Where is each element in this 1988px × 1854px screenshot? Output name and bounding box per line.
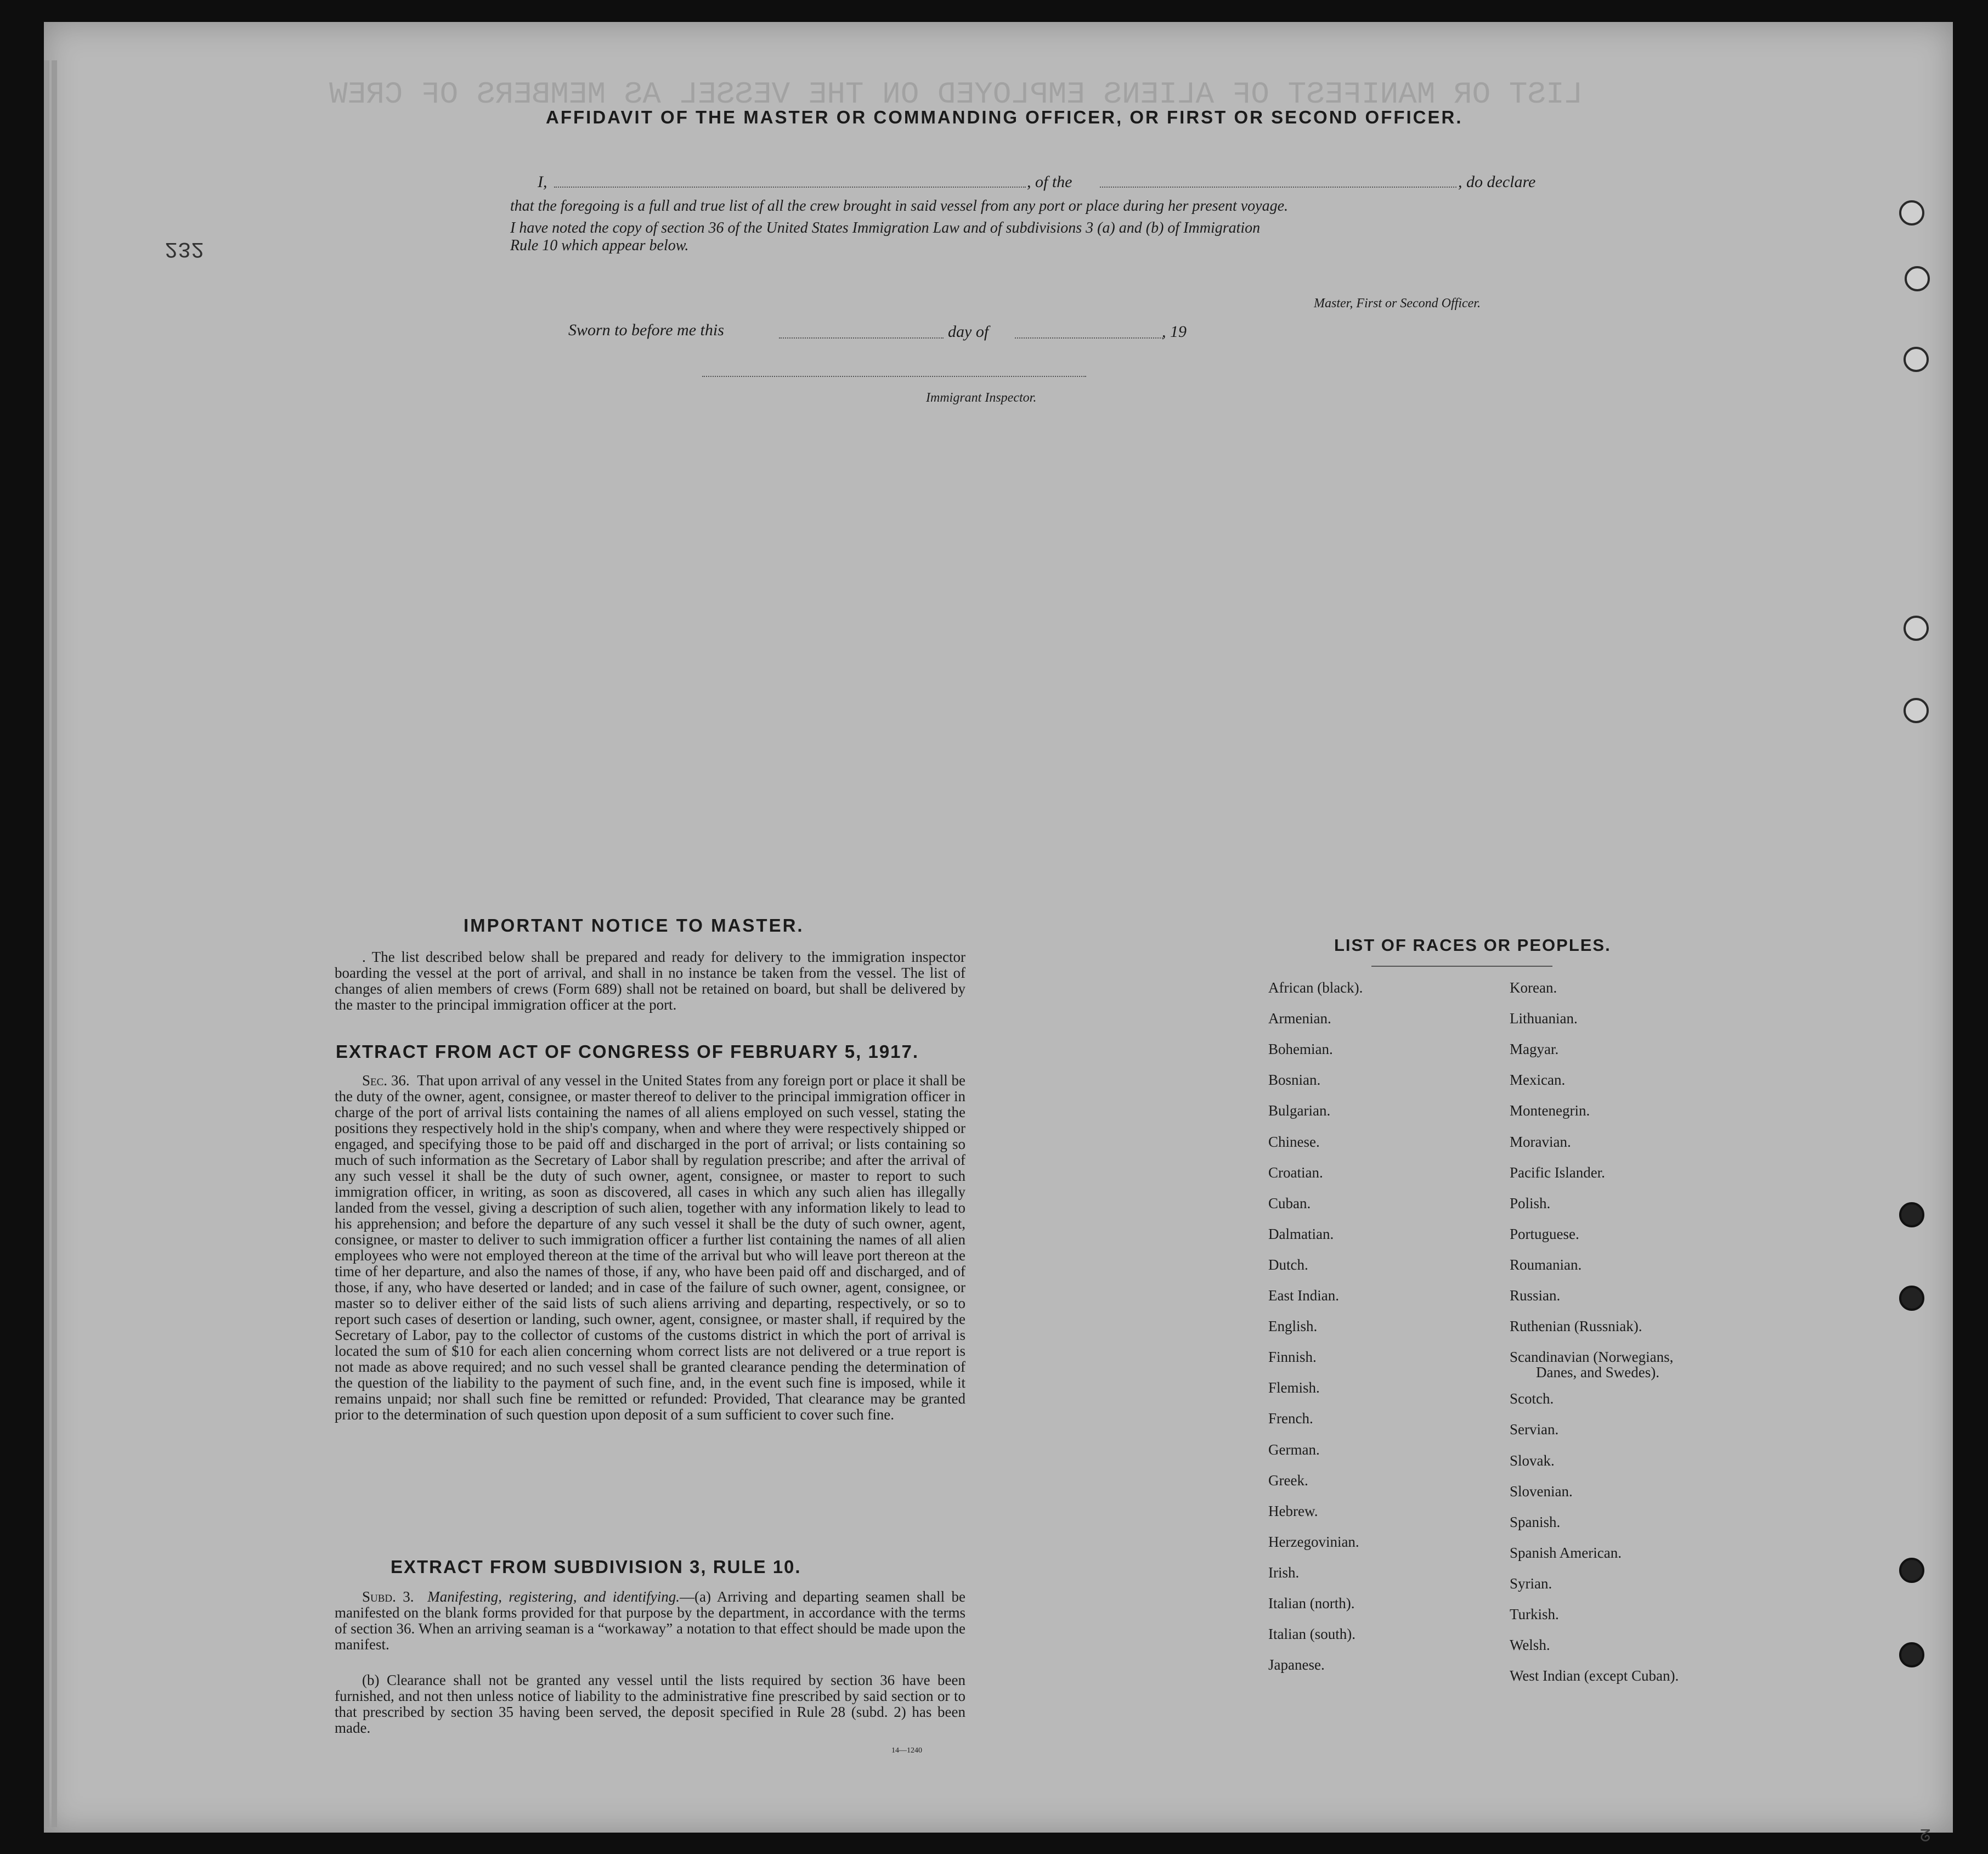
race-item: Roumanian.: [1510, 1256, 1582, 1273]
punch-hole: [1899, 1558, 1924, 1583]
master-signature-label: Master, First or Second Officer.: [1314, 296, 1481, 311]
race-item: Hebrew.: [1268, 1502, 1318, 1519]
race-item: Cuban.: [1268, 1194, 1311, 1211]
race-item: Polish.: [1510, 1194, 1551, 1211]
race-item: Lithuanian.: [1510, 1010, 1578, 1027]
race-item: Slovak.: [1510, 1452, 1555, 1469]
punch-hole: [1905, 266, 1930, 291]
subd-a-text: —(a) Arriving and departing seamen shall be manifested on the blank forms provided for that purpose by the department, in accordance with the terms of section 36. When an arriving seaman is a “workaway” a notation to that effect should be made upon the manifest.: [335, 1588, 965, 1653]
inspector-signature-field: [702, 376, 1086, 377]
races-title: LIST OF RACES OR PEOPLES.: [1334, 936, 1611, 955]
race-item: Dutch.: [1268, 1256, 1308, 1273]
margin-mark: ᘔ: [1920, 1827, 1931, 1845]
race-item: East Indian.: [1268, 1287, 1339, 1304]
race-item: French.: [1268, 1410, 1313, 1427]
notice-body: . The list described below shall be prepared and ready for delivery to the immigration inspector boarding the vessel at the port of arrival, and shall in no instance be taken from the vessel. The list of changes of alien members of crews (Form 689) shall not be retained on board, but shall be delivered by the master to the principal immigration officer at the port.: [335, 949, 965, 1013]
punch-hole: [1899, 1642, 1924, 1667]
race-item: German.: [1268, 1441, 1320, 1458]
race-item: Finnish.: [1268, 1349, 1317, 1366]
race-item: Welsh.: [1510, 1637, 1550, 1654]
act-extract-body: [335, 1073, 965, 1423]
race-item: Montenegrin.: [1510, 1102, 1590, 1119]
race-item: Chinese.: [1268, 1133, 1320, 1150]
notice-title: IMPORTANT NOTICE TO MASTER.: [464, 915, 804, 936]
race-item: Servian.: [1510, 1421, 1559, 1438]
race-item: Pacific Islander.: [1510, 1164, 1605, 1181]
affidavit-line-1: that the foregoing is a full and true list of all the crew brought in said vessel from any port or place during her present voyage.: [510, 198, 1289, 215]
sec-36-text: That upon arrival of any vessel in the United States from any foreign port or place it shall be the duty of the owner, agent, consignee, or master thereof to deliver to the principal immigration officer in charge of the port of arrival lists containing the names of all aliens employed on such vessel, stating the positions they respectively hold in the ship's company, when and where they were respectively shipped or engaged, and specifying those to be paid off and discharged in the port of arrival; or lists containing so much of such information as the Secretary of Labor shall by regulation prescribe; and after the arrival of any such vessel it shall be the duty of such owner, agent, consignee, or master to report to such immigration officer, in writing, as soon as discovered, all cases in which any such alien has illegally landed from the vessel, giving a description of such alien, together with any information likely to lead to his apprehension; and before the departure of any such vessel it shall be the duty of such owner, agent, consignee, or master to deliver to such immigration officer a further list containing the names of all alien employees who were not employed thereon at the time of the arrival but who will leave port thereon at the time of her departure, and also the names of those, if any, who have been paid off and discharged, and of those, if any, who have deserted or landed; and in case of the failure of such owner, agent, consignee, or master so to deliver either of the said lists of such aliens arriving and departing, respectively, or so to report such cases of desertion or landing, such owner, agent, consignee, or master shall, if required by the Secretary of Labor, pay to the collector of customs of the customs district in which the port of arrival is located the sum of $10 for each alien concerning whom correct lists are not delivered or a true report is not made as above required; and no such vessel shall be granted clearance pending the determination of the question of the liability to the payment of such fine, and, in the event such fine is imposed, while it remains unpaid; nor shall such fine be remitted or refunded: Provided, That clearance may be granted prior to the determination of such question upon deposit of a sum sufficient to cover such fine.: [335, 1072, 966, 1423]
race-item: Portuguese.: [1510, 1225, 1579, 1242]
punch-hole: [1899, 1286, 1924, 1311]
stamp-number: 232: [165, 236, 205, 261]
subd-label: Subd. 3.: [362, 1588, 414, 1605]
punch-hole: [1904, 347, 1929, 372]
race-item: Armenian.: [1268, 1010, 1331, 1027]
race-item: West Indian (except Cuban).: [1510, 1667, 1679, 1684]
sworn-month-field: [1015, 337, 1163, 339]
subd-heading: Manifesting, registering, and identifying.: [427, 1588, 680, 1605]
race-item: Italian (south).: [1268, 1626, 1356, 1643]
race-item: Magyar.: [1510, 1041, 1559, 1058]
punch-hole: [1899, 1202, 1924, 1227]
declarant-name-field: [554, 187, 1026, 188]
act-extract-title: EXTRACT FROM ACT OF CONGRESS OF FEBRUARY 5, 1917.: [336, 1041, 919, 1062]
inspector-label: Immigrant Inspector.: [926, 391, 1037, 405]
rule-subd-a: [335, 1589, 965, 1653]
race-item: African (black).: [1268, 979, 1363, 996]
race-item: English.: [1268, 1318, 1318, 1335]
sworn-label: Sworn to before me this: [568, 321, 724, 339]
race-item: Bulgarian.: [1268, 1102, 1331, 1119]
punch-hole: [1904, 616, 1929, 641]
form-number: 14—1240: [891, 1746, 922, 1755]
race-item: Ruthenian (Russniak).: [1510, 1318, 1642, 1335]
race-item: Irish.: [1268, 1564, 1300, 1581]
bleed-through-text: LIST OR MANIFEST OF ALIENS EMPLOYED ON THE VESSEL AS MEMBERS OF CREW: [329, 77, 1583, 112]
race-item: Moravian.: [1510, 1133, 1571, 1150]
page-edge: [52, 60, 57, 1827]
race-item: Korean.: [1510, 979, 1557, 996]
race-item: Japanese.: [1268, 1656, 1325, 1673]
year-label: , 19: [1162, 323, 1187, 341]
race-item: Dalmatian.: [1268, 1225, 1334, 1242]
race-item: Spanish.: [1510, 1513, 1561, 1530]
punch-hole: [1899, 200, 1924, 226]
race-item: Spanish American.: [1510, 1544, 1622, 1561]
race-item: Italian (north).: [1268, 1595, 1355, 1611]
rule-extract-title: EXTRACT FROM SUBDIVISION 3, RULE 10.: [391, 1557, 801, 1577]
declarant-label: I,: [538, 173, 547, 191]
race-item: Greek.: [1268, 1472, 1308, 1489]
page-edge: [44, 60, 49, 1827]
race-item: Herzegovinian.: [1268, 1533, 1359, 1550]
race-item: Bohemian.: [1268, 1041, 1333, 1058]
race-item: Mexican.: [1510, 1072, 1566, 1089]
race-item: Turkish.: [1510, 1606, 1559, 1622]
affidavit-line-3: Rule 10 which appear below.: [510, 237, 689, 254]
affidavit-title: AFFIDAVIT OF THE MASTER OR COMMANDING OFFICER, OR FIRST OR SECOND OFFICER.: [546, 107, 1463, 127]
document-page: [44, 22, 1953, 1833]
race-item: Syrian.: [1510, 1575, 1552, 1592]
of-the-label: , of the: [1027, 173, 1072, 191]
race-item: Croatian.: [1268, 1164, 1323, 1181]
vessel-name-field: [1100, 187, 1456, 188]
do-declare-label: , do declare: [1458, 173, 1536, 191]
race-item: Scotch.: [1510, 1390, 1554, 1407]
race-item: Flemish.: [1268, 1379, 1320, 1396]
day-of-label: day of: [948, 323, 989, 341]
race-item: Scandinavian (Norwegians,: [1510, 1349, 1674, 1366]
race-item: Slovenian.: [1510, 1483, 1573, 1500]
race-item: Russian.: [1510, 1287, 1561, 1304]
sec-label: Sec. 36.: [362, 1072, 410, 1089]
sworn-day-field: [779, 337, 944, 339]
races-rule: [1371, 966, 1552, 967]
punch-hole: [1904, 698, 1929, 723]
race-item: Bosnian.: [1268, 1072, 1321, 1089]
rule-subd-b: (b) Clearance shall not be granted any vessel until the lists required by section 36 have been furnished, and not then unless notice of liability to the administrative fine prescribed by said section or to that prescribed by section 35 having been served, the deposit specified in Rule 28 (subd. 2) has been made.: [335, 1672, 965, 1736]
race-item: Danes, and Swedes).: [1536, 1364, 1659, 1381]
affidavit-line-2: I have noted the copy of section 36 of the United States Immigration Law and of subdivisions 3 (a) and (b) of Immigration: [510, 219, 1261, 236]
